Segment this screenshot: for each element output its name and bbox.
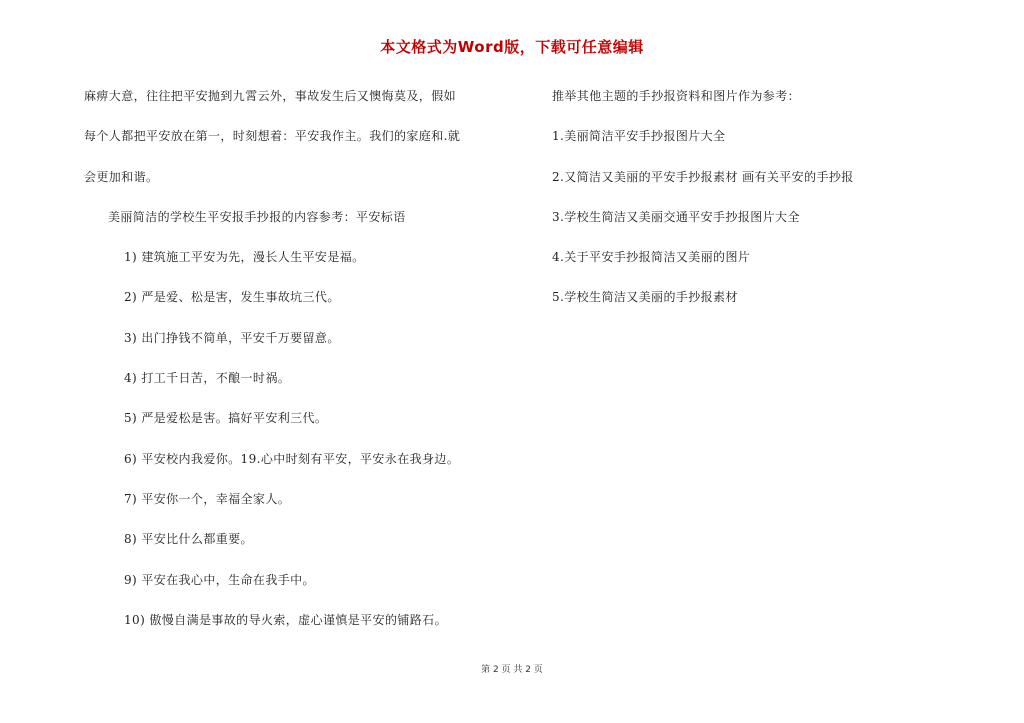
paragraph-line: 每个人都把平安放在第一，时刻想着：平安我作主。我们的家庭和.就 bbox=[84, 129, 461, 144]
recommendation-item: 3.学校生简洁又美丽交通平安手抄报图片大全 bbox=[552, 209, 800, 224]
slogan-item: 5) 严是爱松是害。搞好平安利三代。 bbox=[124, 411, 328, 426]
slogan-item: 3) 出门挣钱不简单，平安千万要留意。 bbox=[124, 330, 340, 345]
slogan-item: 2) 严是爱、松是害，发生事故坑三代。 bbox=[124, 290, 340, 305]
slogan-item: 6) 平安校内我爱你。19.心中时刻有平安，平安永在我身边。 bbox=[124, 451, 460, 466]
recommendation-item: 2.又简洁又美丽的平安手抄报素材 画有关平安的手抄报 bbox=[552, 169, 854, 184]
right-column bbox=[552, 76, 952, 318]
slogan-item: 4) 打工千日苦，不酿一时祸。 bbox=[124, 371, 291, 386]
slogan-item: 10) 傲慢自满是事故的导火索，虚心谨慎是平安的铺路石。 bbox=[124, 612, 447, 627]
word-format-banner: 本文格式为Word版，下载可任意编辑 bbox=[380, 38, 644, 56]
slogan-item: 7) 平安你一个，幸福全家人。 bbox=[124, 491, 291, 506]
slogan-item: 1) 建筑施工平安为先，漫长人生平安是福。 bbox=[124, 250, 365, 265]
recommendation-item: 1.美丽简洁平安手抄报图片大全 bbox=[552, 129, 726, 144]
paragraph-line: 麻痹大意，往往把平安抛到九霄云外，事故发生后又懊悔莫及，假如 bbox=[84, 89, 457, 103]
recommendation-heading: 推举其他主题的手抄报资料和图片作为参考： bbox=[552, 89, 801, 103]
paragraph-line: 会更加和谐。 bbox=[84, 169, 159, 184]
recommendation-item: 4.关于平安手抄报简洁又美丽的图片 bbox=[552, 250, 751, 265]
slogan-item: 8) 平安比什么都重要。 bbox=[124, 532, 253, 547]
slogan-item: 9) 平安在我心中，生命在我手中。 bbox=[124, 572, 315, 587]
recommendation-item: 5.学校生简洁又美丽的手抄报素材 bbox=[552, 290, 738, 305]
page-number: 第 2 页 共 2 页 bbox=[481, 665, 543, 675]
left-column bbox=[84, 76, 514, 640]
section-heading: 美丽简洁的学校生平安报手抄报的内容参考：平安标语 bbox=[108, 209, 406, 224]
